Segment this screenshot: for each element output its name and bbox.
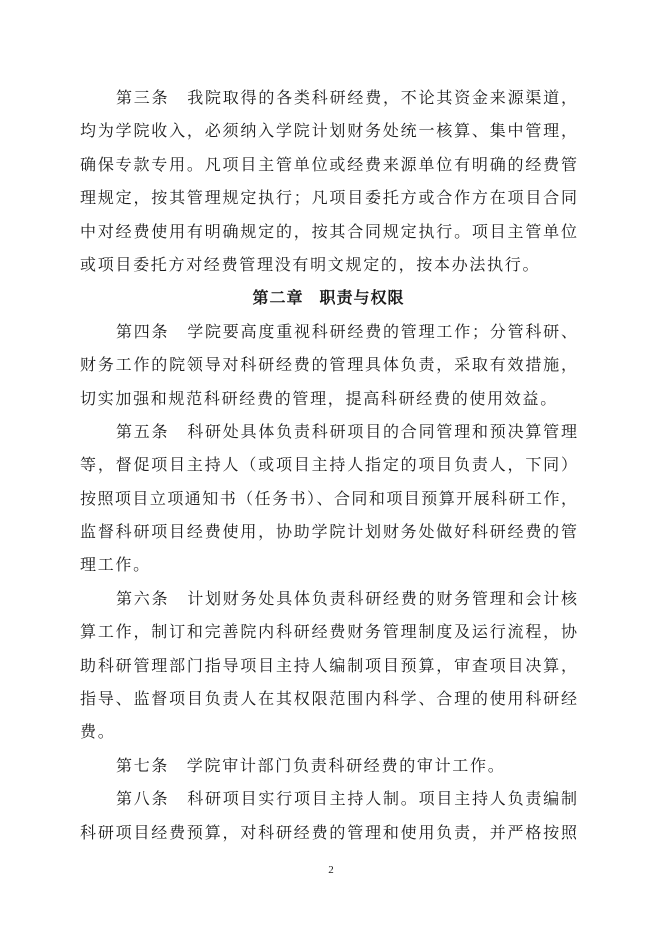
article-paragraph — [80, 315, 577, 415]
text-line: 切实加强和规范科研经费的管理，提高科研经费的使用效益。 — [80, 388, 558, 408]
text-line: 科研项目经费预算，对科研经费的管理和使用负责，并严格按照 — [80, 822, 577, 842]
text-line: 监督科研项目经费使用，协助学院计划财务处做好科研经费的管 — [80, 522, 577, 542]
text-line: 等，督促项目主持人（或项目主持人指定的项目负责人，下同） — [80, 455, 577, 475]
article-paragraph — [80, 415, 577, 582]
text-line: 第八条 科研项目实行项目主持人制。项目主持人负责编制 — [116, 789, 577, 809]
document-page — [80, 81, 577, 849]
text-line: 费。 — [80, 722, 116, 742]
article-paragraph — [80, 582, 577, 749]
section-before — [80, 81, 577, 281]
text-line: 理规定，按其管理规定执行；凡项目委托方或合作方在项目合同 — [80, 188, 577, 208]
text-line: 第六条 计划财务处具体负责科研经费的财务管理和会计核 — [116, 588, 577, 608]
text-line: 第四条 学院要高度重视科研经费的管理工作；分管科研、 — [116, 321, 577, 341]
page-number: 2 — [328, 864, 334, 876]
text-line: 第七条 学院审计部门负责科研经费的审计工作。 — [116, 755, 506, 775]
chapter-heading — [80, 281, 577, 314]
chapter-number: 第二章 — [252, 288, 304, 308]
text-line: 第五条 科研处具体负责科研项目的合同管理和预决算管理 — [116, 421, 577, 441]
text-line: 第三条 我院取得的各类科研经费，不论其资金来源渠道， — [116, 88, 577, 107]
text-line: 算工作，制订和完善院内科研经费财务管理制度及运行流程，协 — [80, 622, 577, 642]
article-paragraph — [80, 749, 577, 782]
text-line: 理工作。 — [80, 555, 151, 575]
text-line: 中对经费使用有明确规定的，按其合同规定执行。项目主管单位 — [80, 221, 577, 241]
text-line: 按照项目立项通知书（任务书）、合同和项目预算开展科研工作， — [80, 488, 577, 508]
section-after — [80, 315, 577, 849]
chapter-title: 职责与权限 — [319, 288, 405, 308]
text-line: 助科研管理部门指导项目主持人编制项目预算，审查项目决算， — [80, 655, 577, 675]
text-line: 均为学院收入，必须纳入学院计划财务处统一核算、集中管理， — [80, 121, 577, 141]
text-line: 指导、监督项目负责人在其权限范围内科学、合理的使用科研经 — [80, 689, 577, 709]
article-paragraph — [80, 81, 577, 281]
article-paragraph — [80, 782, 577, 849]
text-line: 财务工作的院领导对科研经费的管理具体负责，采取有效措施， — [80, 355, 577, 375]
text-line: 或项目委托方对经费管理没有明文规定的，按本办法执行。 — [80, 254, 541, 274]
text-line: 确保专款专用。凡项目主管单位或经费来源单位有明确的经费管 — [80, 154, 577, 174]
